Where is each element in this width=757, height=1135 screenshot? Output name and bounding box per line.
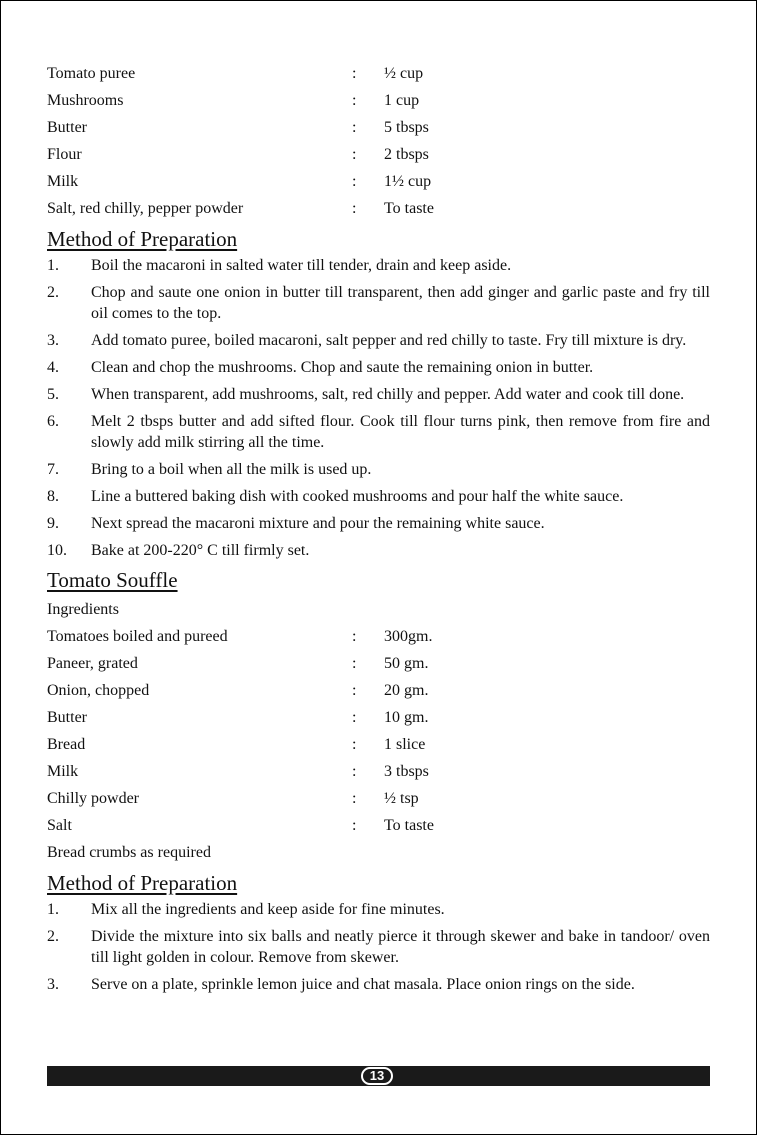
ingredient-quantity: To taste [384, 817, 434, 834]
ingredient-separator: : [352, 119, 357, 136]
ingredient-separator: : [352, 65, 357, 82]
ingredient-row [47, 141, 710, 168]
method-heading: Method of Preparation [47, 227, 238, 251]
step-item [47, 540, 710, 561]
step-item [47, 384, 710, 405]
ingredient-name: Milk [47, 173, 79, 190]
ingredient-row [47, 60, 710, 87]
ingredient-row [47, 731, 710, 758]
ingredient-row [47, 623, 710, 650]
ingredient-row [47, 758, 710, 785]
ingredient-name: Milk [47, 763, 79, 780]
ingredient-name: Tomatoes boiled and pureed [47, 628, 228, 645]
ingredient-row [47, 87, 710, 114]
step-text: Add tomato puree, boiled macaroni, salt pepper and red chilly to taste. Fry till mixture is dry. [91, 332, 687, 349]
ingredient-separator: : [352, 763, 357, 780]
step-text: Bring to a boil when all the milk is used up. [91, 461, 372, 478]
step-number: 10. [47, 542, 67, 559]
ingredient-quantity: 300gm. [384, 628, 433, 645]
step-text: Boil the macaroni in salted water till tender, drain and keep aside. [91, 257, 512, 274]
step-number: 3. [47, 332, 59, 349]
step-text: Divide the mixture into six balls and neatly pierce it through skewer and bake in tandoor/ oven till light golden in colour. Remove from skewer. [91, 928, 710, 966]
step-number: 3. [47, 976, 59, 993]
ingredient-name: Butter [47, 709, 87, 726]
ingredient-separator: : [352, 790, 357, 807]
ingredient-name: Onion, chopped [47, 682, 150, 699]
ingredient-name: Bread [47, 736, 86, 753]
method-steps [47, 255, 710, 561]
ingredients-list [47, 60, 710, 222]
ingredient-quantity: 1 cup [384, 92, 420, 109]
step-number: 9. [47, 515, 59, 532]
ingredient-quantity: 10 gm. [384, 709, 429, 726]
step-item [47, 330, 710, 351]
ingredient-row [47, 785, 710, 812]
step-item [47, 255, 710, 276]
ingredient-separator: : [352, 709, 357, 726]
ingredient-separator: : [352, 173, 357, 190]
ingredient-separator: : [352, 682, 357, 699]
step-text: Mix all the ingredients and keep aside for fine minutes. [91, 901, 445, 918]
method-steps [47, 899, 710, 995]
step-item [47, 513, 710, 534]
ingredient-row [47, 812, 710, 839]
ingredient-name: Flour [47, 146, 82, 163]
ingredient-name: Butter [47, 119, 87, 136]
ingredient-name: Paneer, grated [47, 655, 138, 672]
ingredient-row [47, 650, 710, 677]
step-text: Melt 2 tbsps butter and add sifted flour. Cook till flour turns pink, then remove from fire and slowly add milk stirring all the time. [91, 413, 710, 451]
ingredient-quantity: ½ tsp [384, 790, 419, 807]
souffle-ingredients-list [47, 623, 710, 839]
ingredient-separator: : [352, 817, 357, 834]
step-text: Next spread the macaroni mixture and pour the remaining white sauce. [91, 515, 545, 532]
step-item [47, 486, 710, 507]
step-item [47, 974, 710, 995]
step-item [47, 926, 710, 968]
step-number: 1. [47, 257, 59, 274]
step-item [47, 282, 710, 324]
step-number: 8. [47, 488, 59, 505]
ingredient-quantity: 20 gm. [384, 682, 429, 699]
step-item [47, 357, 710, 378]
ingredient-quantity: 50 gm. [384, 655, 429, 672]
ingredient-quantity: 3 tbsps [384, 763, 429, 780]
ingredient-row [47, 114, 710, 141]
recipe-title: Tomato Souffle [47, 568, 178, 592]
ingredient-separator: : [352, 200, 357, 217]
ingredient-quantity: 1½ cup [384, 173, 432, 190]
ingredient-row [47, 168, 710, 195]
ingredients-note: Bread crumbs as required [47, 844, 211, 861]
ingredient-separator: : [352, 655, 357, 672]
step-item [47, 459, 710, 480]
ingredient-quantity: ½ cup [384, 65, 424, 82]
step-text: Serve on a plate, sprinkle lemon juice and chat masala. Place onion rings on the side. [91, 976, 635, 993]
step-text: When transparent, add mushrooms, salt, red chilly and pepper. Add water and cook till done. [91, 386, 685, 403]
step-number: 2. [47, 928, 59, 945]
step-number: 4. [47, 359, 59, 376]
ingredient-row [47, 677, 710, 704]
ingredient-separator: : [352, 628, 357, 645]
step-number: 2. [47, 284, 59, 301]
ingredient-quantity: 5 tbsps [384, 119, 429, 136]
ingredients-subheading: Ingredients [47, 601, 119, 618]
ingredient-row [47, 704, 710, 731]
step-number: 1. [47, 901, 59, 918]
ingredient-separator: : [352, 146, 357, 163]
ingredient-name: Salt, red chilly, pepper powder [47, 200, 244, 217]
ingredient-separator: : [352, 736, 357, 753]
step-text: Chop and saute one onion in butter till transparent, then add ginger and garlic paste and fry till oil comes to the top. [91, 284, 710, 322]
step-text: Clean and chop the mushrooms. Chop and saute the remaining onion in butter. [91, 359, 594, 376]
step-number: 6. [47, 413, 59, 430]
ingredient-name: Tomato puree [47, 65, 136, 82]
ingredient-quantity: 2 tbsps [384, 146, 429, 163]
method-heading: Method of Preparation [47, 871, 238, 895]
page-number: 13 [361, 1067, 393, 1085]
step-number: 5. [47, 386, 59, 403]
ingredient-row [47, 195, 710, 222]
ingredient-quantity: 1 slice [384, 736, 426, 753]
ingredient-name: Mushrooms [47, 92, 124, 109]
ingredient-quantity: To taste [384, 200, 434, 217]
ingredient-separator: : [352, 92, 357, 109]
ingredient-name: Salt [47, 817, 72, 834]
step-number: 7. [47, 461, 59, 478]
step-item [47, 411, 710, 453]
page-content [47, 60, 710, 1001]
step-text: Bake at 200-220° C till firmly set. [91, 542, 310, 559]
step-item [47, 899, 710, 920]
ingredient-name: Chilly powder [47, 790, 139, 807]
step-text: Line a buttered baking dish with cooked mushrooms and pour half the white sauce. [91, 488, 624, 505]
